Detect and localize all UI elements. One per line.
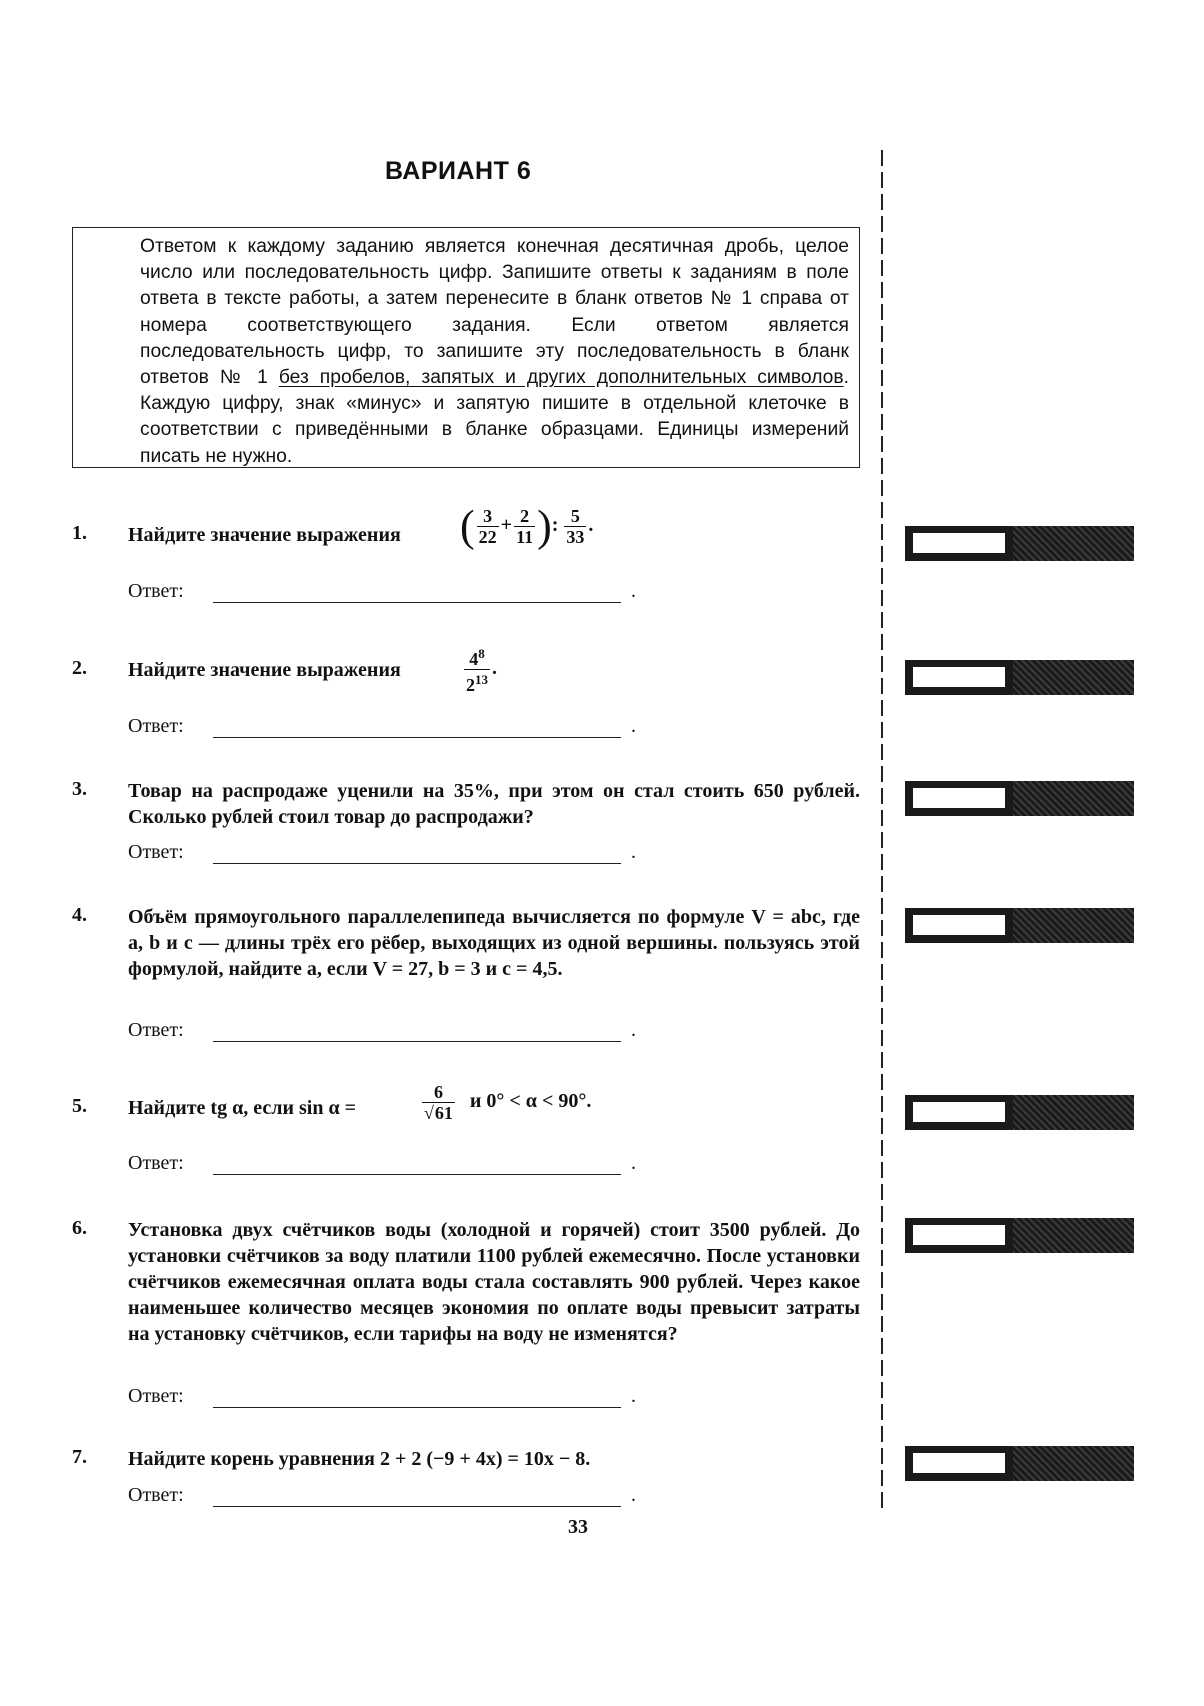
answer-dot: .: [631, 1385, 636, 1407]
answer-box-marker: [905, 526, 1134, 561]
answer-field[interactable]: [213, 1174, 621, 1175]
answer-box-window: [913, 533, 1005, 553]
condition-text: и 0° < α < 90°.: [469, 1090, 592, 1113]
exponent: 8: [478, 646, 485, 661]
question-number: 6.: [72, 1217, 87, 1239]
answer-box-window: [913, 788, 1005, 808]
instructions-part2: . Каждую цифру, знак «минус» и запятую пишите в отдельной клеточке в соответствии с приведёнными в бланке образцами. Единицы измерений писать не нужно.: [140, 367, 849, 467]
answer-dot: .: [631, 841, 636, 863]
question-number: 3.: [72, 778, 87, 800]
page-title: ВАРИАНТ 6: [385, 157, 532, 185]
question-text: Найдите tg α, если sin α =: [128, 1097, 357, 1119]
answer-row: [128, 580, 648, 606]
denominator: 22: [478, 527, 497, 547]
answer-box-shade: [1013, 1446, 1134, 1481]
fraction: [477, 506, 499, 547]
instructions-underlined: без пробелов, запятых и других дополнительных символов: [278, 367, 844, 389]
plus-sign: +: [500, 514, 513, 537]
denominator: 11: [516, 527, 534, 547]
question-text: Найдите значение выражения: [128, 659, 401, 681]
answer-field[interactable]: [213, 602, 621, 603]
answer-label: Ответ:: [128, 1385, 184, 1407]
answer-row: [128, 1019, 648, 1045]
question-5-expression: [420, 1082, 591, 1123]
right-paren-icon: ): [537, 501, 552, 551]
left-paren-icon: (: [460, 501, 475, 551]
answer-box-shade: [1013, 1095, 1134, 1130]
answer-box-shade: [1013, 781, 1134, 816]
period: .: [588, 514, 594, 537]
denominator: √61: [424, 1103, 453, 1123]
numerator: 6: [433, 1082, 443, 1102]
question-number: 7.: [72, 1446, 87, 1468]
answer-box-window: [913, 667, 1005, 687]
fraction: [464, 644, 490, 695]
answer-box-shade: [1013, 660, 1134, 695]
instructions-box: [72, 227, 860, 468]
question-1-expression: [460, 501, 594, 551]
answer-box-window: [913, 1225, 1005, 1245]
answer-label: Ответ:: [128, 1152, 184, 1174]
numerator: 5: [570, 506, 580, 526]
answer-label: Ответ:: [128, 841, 184, 863]
answer-row: [128, 841, 648, 867]
numerator: 3: [483, 506, 493, 526]
question-text: Товар на распродаже уценили на 35%, при этом он стал стоить 650 рублей. Сколько рублей стоил товар до распродажи?: [128, 780, 860, 828]
answer-dot: .: [631, 580, 636, 602]
answer-dot: .: [631, 1484, 636, 1506]
denominator: 33: [566, 527, 585, 547]
answer-box-window: [913, 1102, 1005, 1122]
instructions-text: [85, 234, 849, 470]
fraction: [514, 506, 535, 547]
answer-box-shade: [1013, 908, 1134, 943]
period: .: [492, 657, 497, 680]
question-text: Найдите корень уравнения 2 + 2 (−9 + 4x) = 10x − 8.: [128, 1448, 591, 1470]
question-number: 5.: [72, 1095, 87, 1117]
question-number: 2.: [72, 657, 87, 679]
answer-label: Ответ:: [128, 1484, 184, 1506]
answer-box-shade: [1013, 526, 1134, 561]
cut-line-divider: [881, 150, 883, 1510]
answer-dot: .: [631, 715, 636, 737]
question-text: Объём прямоугольного параллелепипеда вычисляется по формуле V = abc, где a, b и c — длины трёх его рёбер, выходящих из одной вершины. пользуясь этой формулой, найдите a, если V = 27, b = 3 и c = 4,5.: [128, 906, 860, 980]
answer-box-shade: [1013, 1218, 1134, 1253]
page-number: 33: [568, 1516, 588, 1538]
radicand: 61: [434, 1103, 453, 1123]
answer-box-marker: [905, 1446, 1134, 1481]
answer-box-window: [913, 915, 1005, 935]
instructions-part1: Ответом к каждому заданию является конечная десятичная дробь, целое число или последовательность цифр. Запишите ответы к заданиям в поле ответа в тексте работы, а затем перенесите в бланк ответов № 1 справа от номера соответствующего задания. Если ответом является последовательность цифр, то запишите эту последовательность в бланк ответов № 1: [140, 236, 849, 389]
answer-box-marker: [905, 1218, 1134, 1253]
answer-field[interactable]: [213, 1407, 621, 1408]
answer-box-marker: [905, 1095, 1134, 1130]
answer-row: [128, 1385, 648, 1411]
numerator: 2: [520, 506, 530, 526]
answer-box-marker: [905, 781, 1134, 816]
base: 4: [469, 649, 479, 669]
answer-box-marker: [905, 660, 1134, 695]
answer-row: [128, 1484, 648, 1510]
fraction: [564, 506, 586, 547]
question-text: Установка двух счётчиков воды (холодной и горячей) стоит 3500 рублей. До установки счётчиков за воду платили 1100 рублей ежемесячно. После установки счётчиков ежемесячная оплата воды стала составлять 900 рублей. Через какое наименьшее количество месяцев экономия по оплате воды превысит затраты на установку счётчиков, если тарифы на воду не изменятся?: [128, 1219, 860, 1345]
base: 2: [466, 675, 475, 695]
question-2-expression: [462, 644, 497, 695]
answer-label: Ответ:: [128, 580, 184, 602]
answer-dot: .: [631, 1152, 636, 1174]
answer-field[interactable]: [213, 737, 621, 738]
answer-box-window: [913, 1453, 1005, 1473]
exponent: 13: [475, 672, 488, 687]
answer-field[interactable]: [213, 863, 621, 864]
answer-dot: .: [631, 1019, 636, 1041]
answer-row: [128, 1152, 648, 1178]
answer-box-marker: [905, 908, 1134, 943]
colon-sign: :: [551, 514, 559, 537]
question-text: Найдите значение выражения: [128, 524, 401, 546]
answer-field[interactable]: [213, 1506, 621, 1507]
answer-label: Ответ:: [128, 715, 184, 737]
answer-row: [128, 715, 648, 741]
numerator: [467, 644, 487, 669]
answer-label: Ответ:: [128, 1019, 184, 1041]
denominator: [464, 669, 490, 695]
question-number: 4.: [72, 904, 87, 926]
answer-field[interactable]: [213, 1041, 621, 1042]
fraction: [422, 1082, 455, 1123]
question-number: 1.: [72, 522, 87, 544]
